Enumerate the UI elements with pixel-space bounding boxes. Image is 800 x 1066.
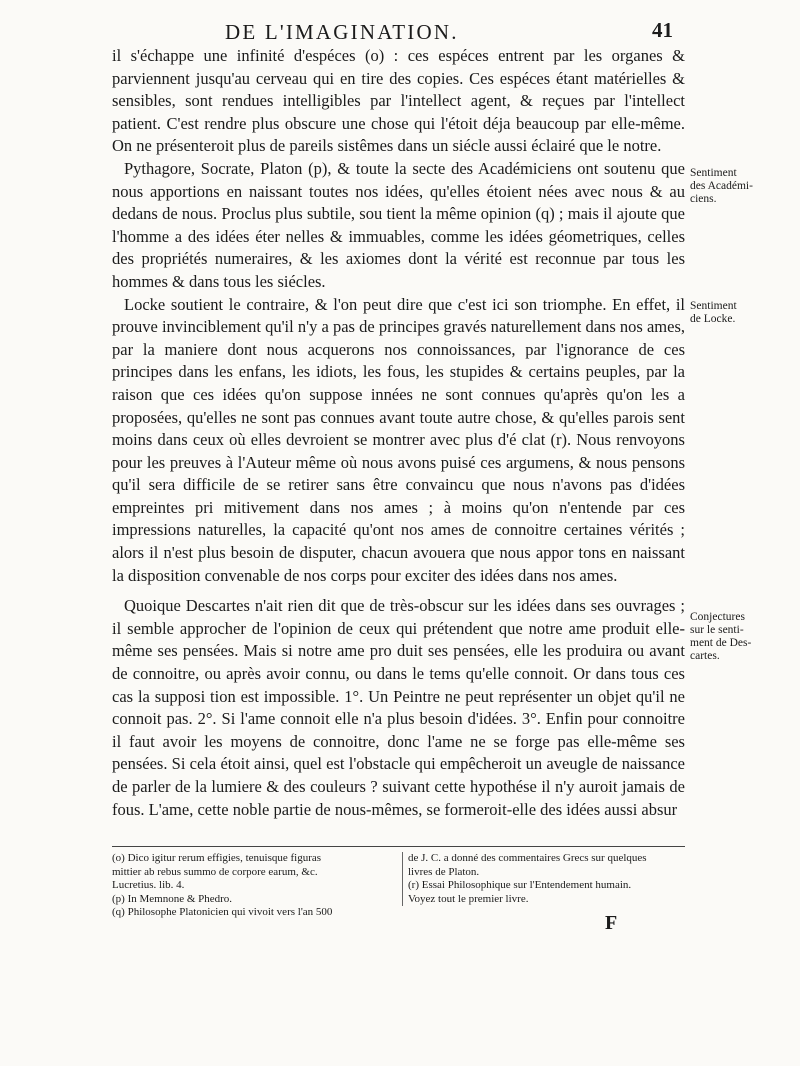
footnote-line: Voyez tout le premier livre. [408, 892, 529, 905]
text-line: clat (r). Nous renvoyons pour les preuves à l'Auteur même où nous [112, 430, 685, 472]
text-line: naturelles, la capacité qu'ont nos ames de connoitre certaines vérités ; [197, 520, 685, 540]
main-text [112, 45, 685, 821]
text-line: ont soutenu que nous apportions en naissant toutes nos idées, qu'elles [112, 158, 685, 201]
text-line: nelles & immuables, comme les idées géometriques, celles des propriétés [112, 226, 685, 269]
margin-note-line: des Académi- [690, 180, 753, 192]
footnote-line: (r) Essai Philosophique sur l'Entendement humain. [408, 879, 632, 891]
text-line: sent moins dans ceux où elles devroient se montrer avec plus d'é [112, 407, 686, 450]
text-line: sistêmes dans un siécle aussi éclairé que le notre. [337, 136, 662, 156]
text-line: Pythagore, Socrate, Platon (p), & toute la secte des Académiciens [124, 158, 578, 178]
margin-note-academiciens [690, 167, 790, 206]
footnotes-left-column [112, 852, 394, 920]
margin-note-line: cartes. [690, 650, 720, 662]
paragraph-locke [112, 294, 685, 588]
footnote-line: (q) Philosophe Platonicien qui vivoit vers l'an 500 [112, 906, 333, 918]
text-line: ses ouvrages ; il semble approcher de l'opinion de ceux qui prétendent [112, 596, 685, 638]
text-line: Quoique Descartes n'ait rien dit que de très-obscur sur les idées dans [124, 596, 591, 616]
text-line: tient la même opinion (q) ; mais il ajoute que l'homme a des idées éter [112, 204, 685, 246]
footnote-line: (p) In Memnone & Phedro. [112, 892, 233, 905]
text-line: & reçues par l'intellect patient. C'est rendre plus obscure une chose qui [112, 91, 685, 133]
text-line: naturellement dans nos ames, par la maniere dont nous acquerons nos [112, 317, 685, 359]
margin-note-line: sur le senti- [690, 624, 744, 636]
text-line: connoissances, par l'ignorance de ces principes dans les enfans, les idiots, [112, 339, 685, 382]
text-line: couleurs ? suivant cette hypothése il n'y auroit jamais de fous. L'ame, [112, 777, 686, 819]
text-line: retirer sans être convaincu que nous n'avons pas d'idées empreintes pri [112, 475, 686, 517]
text-line: matérielles & sensibles, sont rendues intelligibles par l'intellect agent, [112, 68, 686, 111]
paragraph-descartes [112, 595, 685, 821]
text-line: tion est impossible. 1°. Un Peintre ne peut représenter un objet qu'il ne [210, 686, 685, 706]
margin-note-line: ment de Des- [690, 637, 752, 649]
text-line: pour connoitre il faut avoir les moyens de connoitre, donc l'ame ne se [112, 709, 685, 751]
text-line: connu, ou dans le tems qu'elle connoit. Or dans tous ces cas la supposi [112, 664, 685, 706]
text-line: Locke soutient le contraire, & l'on peut dire que c'est ici son triomphe. [124, 294, 613, 314]
footnote-rule [112, 846, 685, 847]
text-line: qui empêcheroit un aveugle de naissance de parler de la lumiere & des [112, 754, 685, 796]
footnotes-right-column [402, 852, 696, 906]
margin-note-line: ciens. [690, 193, 717, 205]
text-line: numeraires, & les axiomes dont la vérité est reconnue par tous les [214, 249, 685, 269]
text-line: & parviennent jusqu'au cerveau qui en tire des copies. Ces espéces étant [112, 46, 685, 88]
text-line: qu'elles ne sont pas connues avant toute autre chose, & qu'elles parois [186, 407, 654, 427]
paragraph-academiciens [112, 158, 685, 294]
running-head: DE L'IMAGINATION. [225, 20, 459, 44]
text-line: forge pas elle-même ses pensées. Si cela étoit ainsi, quel est l'obstacle [112, 731, 685, 774]
margin-note-line: Sentiment [690, 300, 737, 312]
margin-note-locke [690, 300, 790, 326]
footnote-line: de J. C. a donné des commentaires Grecs sur quelques [408, 852, 647, 864]
text-line: hommes & dans tous les siécles. [112, 271, 326, 291]
text-line: l'étoit déja beaucoup par elle-même. On ne présenteroit plus de pareils [112, 113, 686, 156]
footnote-line: livres de Platon. [408, 865, 480, 878]
footnote-line: (o) Dico igitur rerum effigies, tenuisque figuras [112, 852, 322, 864]
text-line: il s'échappe une infinité d'espéces (o) : ces espéces entrent par les organes [112, 46, 673, 65]
text-line: qu'on suppose innées ne sont connues qu'après qu'on les a proposées, [112, 384, 685, 427]
paragraph-continuation [112, 45, 685, 158]
text-line: mitivement dans nos ames ; à moins qu'on n'entende par ces impressions [112, 497, 686, 540]
text-line: duit ses pensées, elle les produira ou avant de connoitre, ou après avoir [112, 641, 686, 684]
text-line: étoient nées avec nous & au dedans de nous. Proclus plus subtile, sou [112, 181, 685, 224]
footnote-line: mittier ab rebus summo de corpore earum, &c. [112, 865, 318, 878]
margin-note-line: de Locke. [690, 313, 736, 325]
text-line: les fous, les stupides & certains peuples, par la raison que ces idées [112, 362, 685, 404]
margin-note-descartes [690, 611, 790, 663]
text-line: idées dans nos ames. [479, 565, 618, 585]
text-line: alors il n'est plus besoin de disputer, chacun avouera que nous appor [112, 543, 574, 563]
footnotes [112, 852, 690, 922]
signature-mark: F [605, 912, 618, 934]
text-line: que notre ame produit elle-même ses pensées. Mais si notre ame pro [112, 618, 685, 661]
text-line: cette noble partie de nous-mêmes, se formeroit-elle des idées aussi absur [197, 799, 678, 819]
margin-note-line: Sentiment [690, 167, 737, 179]
page-number: 41 [652, 18, 673, 42]
text-line: connoit pas. 2°. Si l'ame connoit elle n'a plus besoin d'idées. 3°. Enfin [112, 709, 588, 729]
footnote-line: Lucretius. lib. 4. [112, 879, 185, 891]
text-line: En effet, il prouve invinciblement qu'il n'y a pas de principes gravés [112, 294, 685, 337]
text-line: avons puisé ces argumens, & nous pensons qu'il sera difficile de se [112, 452, 685, 495]
margin-note-line: Conjectures [690, 611, 745, 623]
text-line: tons en naissant la disposition convenable de nos corps pour exciter des [112, 543, 685, 585]
